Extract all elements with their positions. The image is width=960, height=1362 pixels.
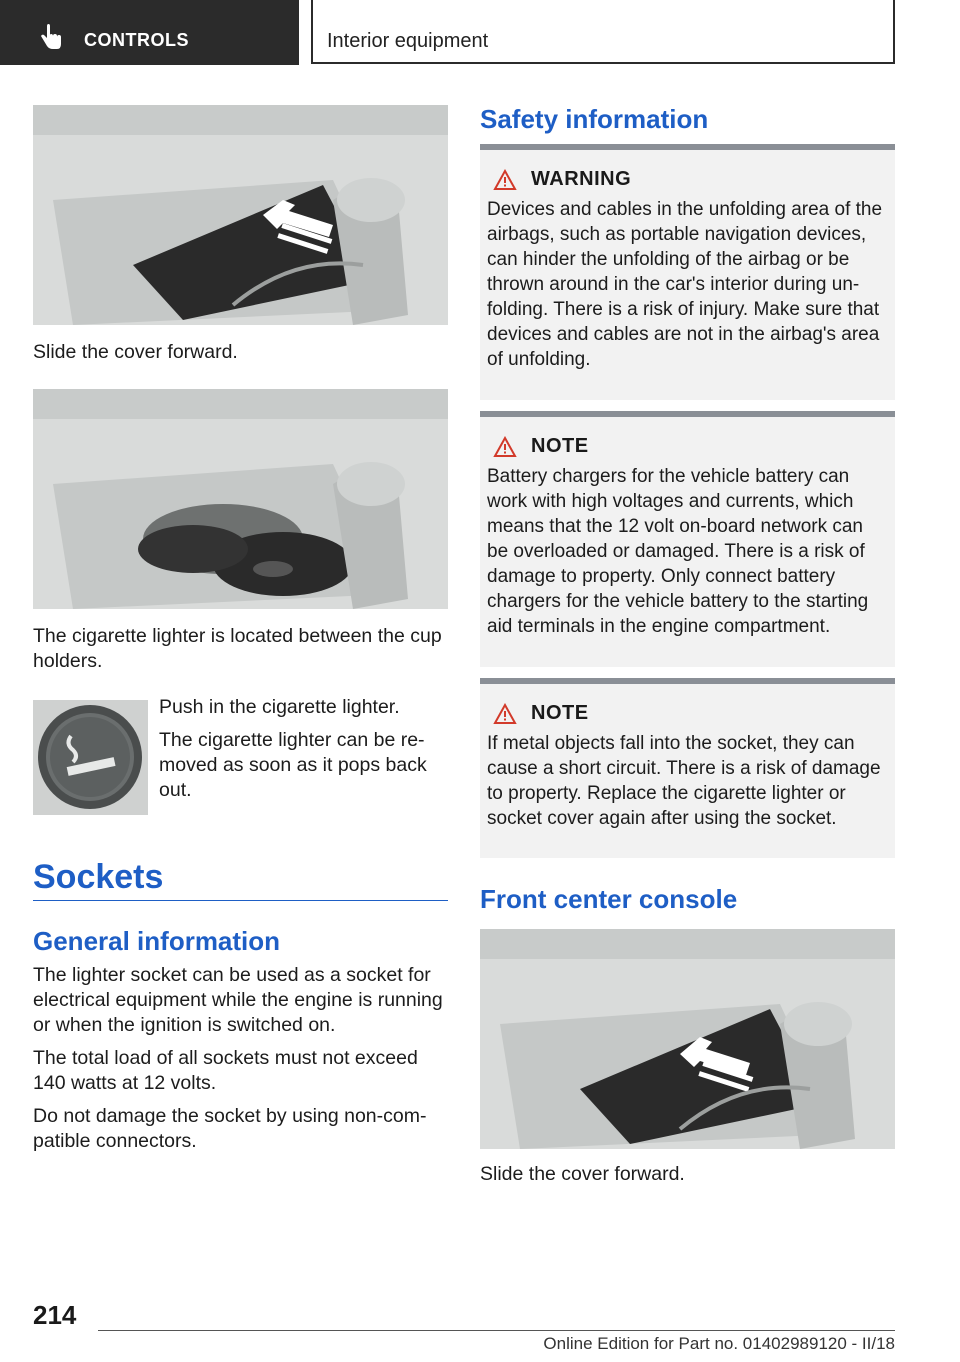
lighter-instructions	[159, 695, 449, 811]
edition-footer: Online Edition for Part no. 01402989120 - II/18	[543, 1334, 895, 1353]
warning-label: WARNING	[531, 168, 632, 190]
cover-slide-photo	[33, 105, 448, 325]
note-charger-text: Battery chargers for the vehicle battery can work with high voltages and currents, which means that the 12 volt on-board network can be overloaded or damaged. There is a risk of damage to property. Only connect battery chargers for the vehicle battery to the starting aid terminals in the engine compartment.	[487, 466, 869, 637]
cigarette-lighter-photo	[33, 700, 148, 815]
note-label: NOTE	[531, 435, 589, 457]
general-paragraph-2: The total load of all sockets must not exceed 140 watts at 12 volts.	[33, 1047, 418, 1094]
caution-triangle-icon	[493, 436, 517, 458]
note-box-socket	[480, 678, 895, 858]
general-paragraph-1: The lighter socket can be used as a socket for electrical equipment while the engine is running or when the ignition is switched on.	[33, 964, 443, 1036]
page-title: Interior equipment	[327, 30, 489, 52]
warning-box	[480, 144, 895, 400]
pointing-hand-icon	[38, 24, 64, 55]
caution-triangle-icon	[493, 703, 517, 725]
caption-front-cover: Slide the cover forward.	[480, 1163, 685, 1185]
section-divider	[33, 900, 448, 901]
cup-holder-photo	[33, 389, 448, 609]
sockets-heading: Sockets	[33, 858, 164, 896]
front-console-heading: Front center console	[480, 884, 738, 914]
front-console-photo	[480, 929, 895, 1149]
note-socket-text: If metal objects fall into the socket, they can cause a short circuit. There is a risk of damage to property. Replace the cigarette lighter or socket cover again after using the socket.	[487, 733, 881, 829]
footer-rule	[98, 1330, 895, 1331]
warning-text: Devices and cables in the unfolding area of the airbags, such as portable navigation devices, can hinder the unfolding of the airbag or be thrown around in the car's interior during un‐ folding. There is a risk of injury. Make sure that devices and cables are not in the airbag's area of unfolding.	[487, 199, 883, 370]
general-info-heading: General information	[33, 926, 281, 956]
remove-text: The cigarette lighter can be re‐ moved as soon as it pops back out.	[159, 729, 427, 801]
section-label: CONTROLS	[84, 30, 189, 50]
page-number: 214	[33, 1300, 77, 1330]
warning-triangle-icon	[493, 169, 517, 191]
note-box-charger	[480, 411, 895, 667]
caption-lighter-location: The cigarette lighter is located between the cup holders.	[33, 625, 442, 672]
page-header	[311, 0, 895, 64]
safety-info-heading: Safety information	[480, 104, 709, 134]
general-paragraph-3: Do not damage the socket by using non-com‐ patible connectors.	[33, 1105, 427, 1152]
caption-cover-forward: Slide the cover forward.	[33, 341, 238, 363]
section-tab[interactable]	[0, 0, 299, 65]
general-info-body	[33, 963, 448, 1162]
note-label: NOTE	[531, 702, 589, 724]
push-in-text: Push in the cigarette lighter.	[159, 696, 400, 718]
